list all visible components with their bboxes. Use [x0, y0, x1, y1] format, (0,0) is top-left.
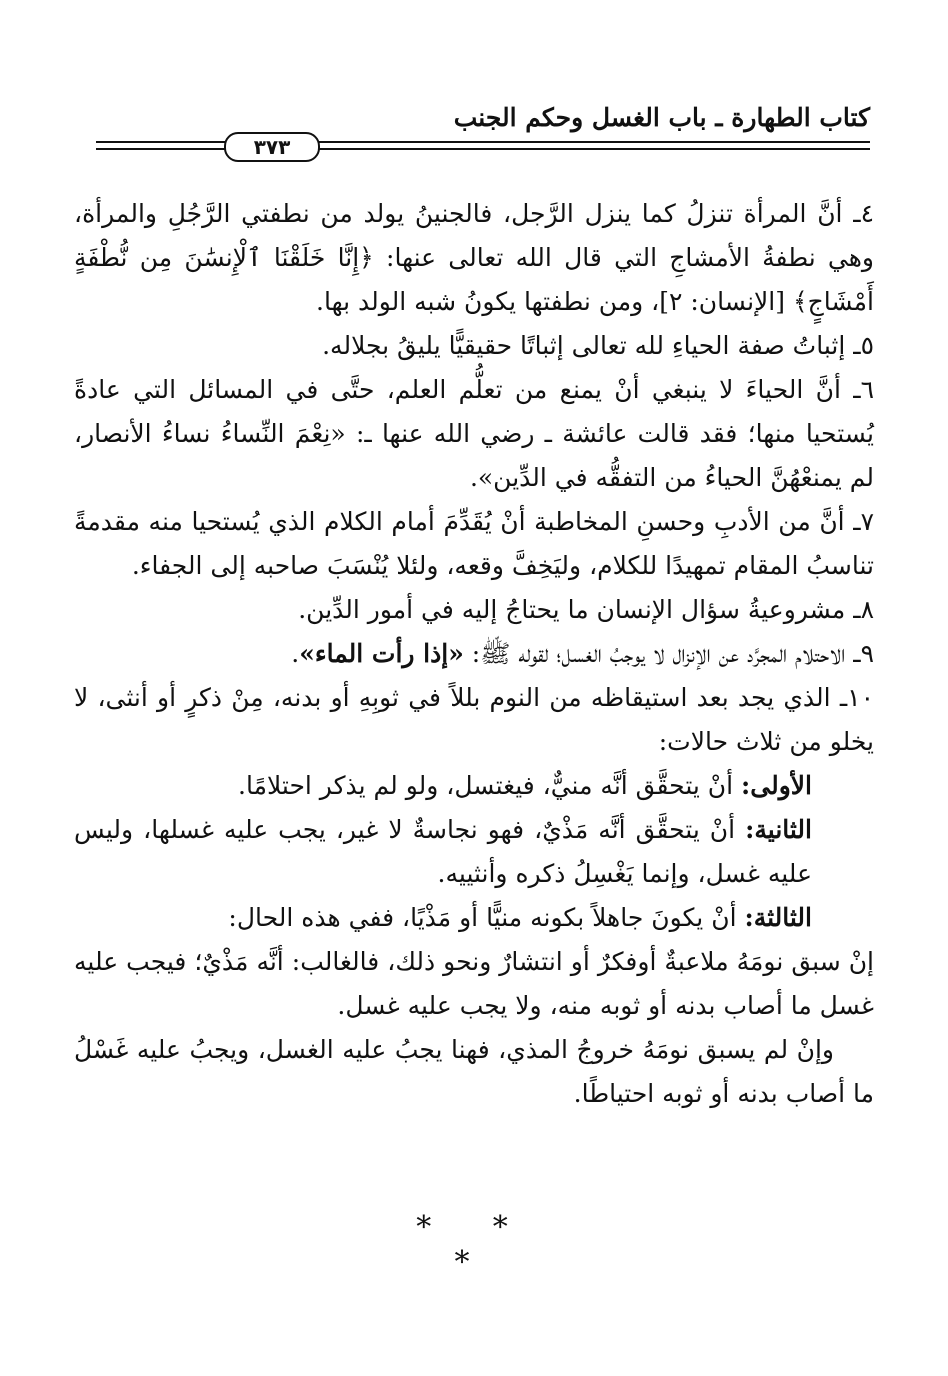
item-text: إثباتُ صفة الحياءِ لله تعالى إثباتًا حقيقيًّا يليقُ بجلاله. — [322, 331, 846, 360]
case-text: أنْ يتحقَّق أنَّه مَذْيٌ، فهو نجاسةٌ لا غير، يجب عليه غسلها، وليس عليه غسل، وإنما يَغْسِلُ ذكره وأنثييه. — [74, 815, 812, 888]
item-number: ٤ـ — [853, 199, 874, 228]
list-item-4 — [74, 192, 874, 324]
item-number: ٥ـ — [853, 331, 874, 360]
header-rule-line-lower — [96, 148, 870, 150]
list-item-10 — [74, 676, 874, 764]
item-text: أنَّ المرأة تنزلُ كما ينزل الرَّجل، فالجنينُ يولد من نطفتي الرَّجُلِ والمرأة، وهي نطفةُ الأمشاجِ التي قال الله تعالى عنها: ﴿إِنَّا خَلَقْنَا ٱلْإِنسَٰنَ مِن نُّطْفَةٍ أَمْشَاجٍ﴾ [الإنسان: ٢]، ومن نطفتها يكونُ شبه الولد بها. — [74, 199, 874, 316]
case-second — [74, 808, 812, 896]
case-label: الثانية: — [745, 815, 812, 844]
item-text: الذي يجد بعد استيقاظه من النوم بللاً في ثوبِهِ أو بدنه، مِنْ ذكرٍ أو أنثى، لا يخلو من ثلاث حالات: — [74, 683, 874, 756]
page-body — [74, 192, 874, 1116]
list-item-5 — [74, 324, 874, 368]
closing-paragraph-2: وإنْ لم يسبق نومَهُ خروجُ المذي، فهنا يجبُ عليه الغسل، ويجبُ عليه غَسْلُ ما أصاب بدنه أو ثوبه احتياطًا. — [74, 1035, 874, 1108]
item-number: ٨ـ — [853, 595, 874, 624]
case-third — [74, 896, 812, 940]
item-text: أنَّ من الأدبِ وحسنِ المخاطبة أنْ يُقَدِّمَ أمام الكلام الذي يُستحيا منه مقدمةً تناسبُ المقام تمهيدًا للكلام، وليَخِفَّ وقعه، ولئلا يُنْسَبَ صاحبه إلى الجفاء. — [74, 507, 874, 580]
case-label: الأولى: — [741, 771, 812, 800]
list-item-7 — [74, 500, 874, 588]
list-item-6 — [74, 368, 874, 500]
hadith-quote: «إذا رأت الماء» — [299, 639, 464, 668]
running-title: كتاب الطهارة ـ باب الغسل وحكم الجنب — [453, 103, 870, 132]
cases-list — [74, 764, 874, 940]
item-number: ٩ـ — [853, 639, 874, 668]
page-number: ٣٧٣ — [224, 132, 320, 162]
end-ornament: * * * — [416, 1210, 534, 1280]
closing-paragraph-1: إنْ سبق نومَهُ ملاعبةٌ أوفكرٌ أو انتشارٌ ونحو ذلك، فالغالب: أنَّه مَذْيٌ؛ فيجب عليه غسل ما أصاب بدنه أو ثوبه منه، ولا يجب عليه غسل. — [74, 947, 874, 1020]
case-text: أنْ يكونَ جاهلاً بكونه منيًّا أو مَذْيًا، ففي هذه الحال: — [228, 903, 737, 932]
header-rule — [96, 132, 870, 158]
case-first — [74, 764, 812, 808]
list-item-8 — [74, 588, 874, 632]
item-text: أنَّ الحياءَ لا ينبغي أنْ يمنع من تعلُّم العلم، حتَّى في المسائل التي عادةً يُستحيا منها؛ فقد قالت عائشة ـ رضي الله عنها ـ: «نِعْمَ النِّساءُ نساءُ الأنصار، لم يمنعْهُنَّ الحياءُ من التفقُّه في الدِّين». — [74, 375, 874, 492]
item-number: ٦ـ — [853, 375, 875, 404]
item-number: ١٠ـ — [839, 683, 874, 712]
item-text-end: . — [291, 639, 300, 668]
header-rule-line-upper — [96, 141, 870, 143]
item-text: الاحتلام المجرَّد عن الإنزال لا يوجبُ الغسل؛ لقوله ﷺ: — [463, 639, 846, 668]
case-label: الثالثة: — [744, 903, 812, 932]
item-text: مشروعيةُ سؤال الإنسان ما يحتاجُ إليه في أمور الدِّين. — [298, 595, 846, 624]
case-text: أنْ يتحقَّق أنَّه منيٌّ، فيغتسل، ولو لم يذكر احتلامًا. — [238, 771, 734, 800]
list-item-9 — [74, 632, 874, 676]
item-number: ٧ـ — [853, 507, 874, 536]
